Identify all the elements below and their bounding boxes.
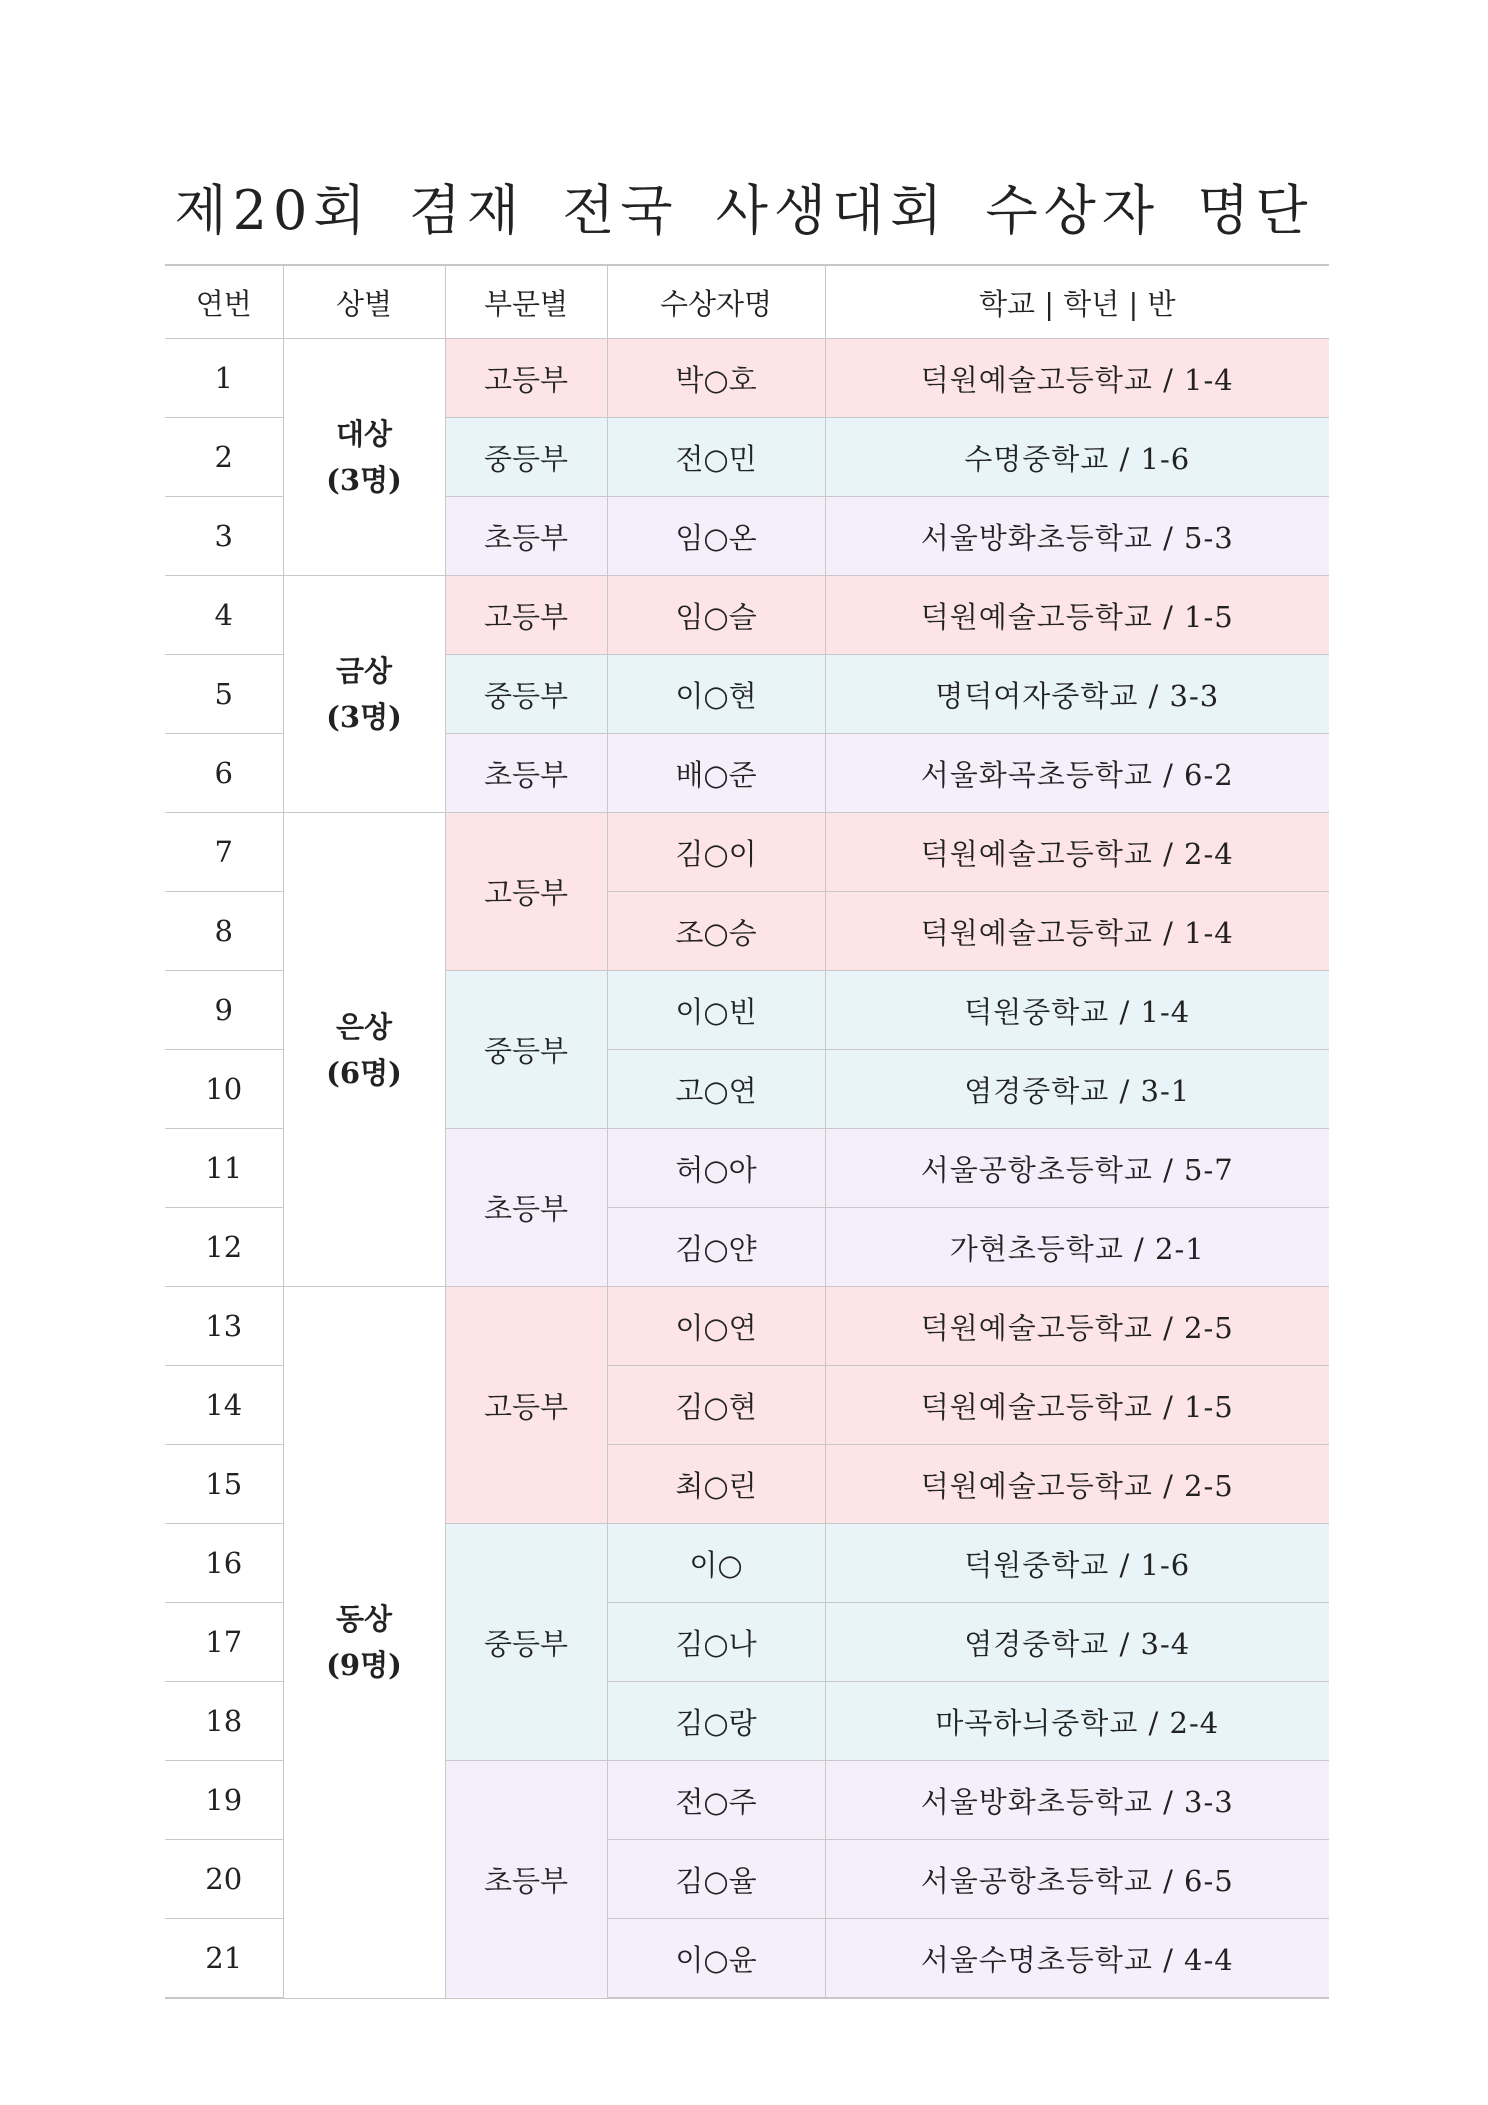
school-info: 서울수명초등학교 / 4-4 xyxy=(825,1919,1329,1999)
school-info: 덕원중학교 / 1-4 xyxy=(825,971,1329,1050)
division-cell: 초등부 xyxy=(445,1761,607,1999)
school-info: 덕원예술고등학교 / 1-5 xyxy=(825,576,1329,655)
division-cell: 중등부 xyxy=(445,655,607,734)
winner-name: 고○연 xyxy=(607,1050,825,1129)
winner-name: 최○린 xyxy=(607,1445,825,1524)
school-info: 서울방화초등학교 / 5-3 xyxy=(825,497,1329,576)
row-no: 8 xyxy=(165,892,283,971)
table-row xyxy=(165,813,1329,892)
division-cell: 초등부 xyxy=(445,1129,607,1287)
award-label: 대상 xyxy=(335,417,393,451)
division-cell: 초등부 xyxy=(445,734,607,813)
award-label: 동상 xyxy=(335,1602,393,1637)
winner-name: 김○율 xyxy=(607,1840,825,1919)
school-info: 덕원예술고등학교 / 2-5 xyxy=(825,1445,1329,1524)
row-no: 21 xyxy=(165,1919,283,1999)
header-award: 상별 xyxy=(283,265,445,339)
division-cell: 중등부 xyxy=(445,418,607,497)
winner-name: 조○승 xyxy=(607,892,825,971)
header-name: 수상자명 xyxy=(607,265,825,339)
winner-name: 임○슬 xyxy=(607,576,825,655)
winner-name: 이○빈 xyxy=(607,971,825,1050)
award-cell xyxy=(283,576,445,813)
row-no: 6 xyxy=(165,734,283,813)
division-cell: 중등부 xyxy=(445,971,607,1129)
winner-name: 이○윤 xyxy=(607,1919,825,1999)
row-no: 4 xyxy=(165,576,283,655)
winner-name: 허○아 xyxy=(607,1129,825,1208)
school-info: 마곡하늬중학교 / 2-4 xyxy=(825,1682,1329,1761)
row-no: 10 xyxy=(165,1050,283,1129)
row-no: 17 xyxy=(165,1603,283,1682)
division-cell: 초등부 xyxy=(445,497,607,576)
header-school: 학교 | 학년 | 반 xyxy=(825,265,1329,339)
award-count: (9명) xyxy=(326,1648,402,1683)
winner-name: 전○주 xyxy=(607,1761,825,1840)
division-cell: 고등부 xyxy=(445,339,607,418)
row-no: 5 xyxy=(165,655,283,734)
table-row xyxy=(165,1287,1329,1366)
division-cell: 고등부 xyxy=(445,813,607,971)
row-no: 1 xyxy=(165,339,283,418)
winner-name: 김○랑 xyxy=(607,1682,825,1761)
row-no: 12 xyxy=(165,1208,283,1287)
header-division: 부문별 xyxy=(445,265,607,339)
winner-name: 이○연 xyxy=(607,1287,825,1366)
school-info: 염경중학교 / 3-4 xyxy=(825,1603,1329,1682)
row-no: 7 xyxy=(165,813,283,892)
row-no: 2 xyxy=(165,418,283,497)
row-no: 19 xyxy=(165,1761,283,1840)
winner-name: 김○이 xyxy=(607,813,825,892)
row-no: 13 xyxy=(165,1287,283,1366)
award-count: (3명) xyxy=(326,463,402,497)
school-info: 염경중학교 / 3-1 xyxy=(825,1050,1329,1129)
school-info: 덕원예술고등학교 / 1-5 xyxy=(825,1366,1329,1445)
winner-name: 김○현 xyxy=(607,1366,825,1445)
row-no: 9 xyxy=(165,971,283,1050)
division-cell: 중등부 xyxy=(445,1524,607,1761)
row-no: 16 xyxy=(165,1524,283,1603)
table-header-row xyxy=(165,265,1329,339)
table-row xyxy=(165,339,1329,418)
row-no: 15 xyxy=(165,1445,283,1524)
school-info: 덕원예술고등학교 / 2-5 xyxy=(825,1287,1329,1366)
award-cell xyxy=(283,339,445,576)
school-info: 덕원중학교 / 1-6 xyxy=(825,1524,1329,1603)
winner-name: 김○나 xyxy=(607,1603,825,1682)
award-cell xyxy=(283,813,445,1287)
school-info: 서울공항초등학교 / 5-7 xyxy=(825,1129,1329,1208)
award-count: (6명) xyxy=(326,1055,402,1090)
winners-table xyxy=(165,264,1329,1999)
school-info: 서울화곡초등학교 / 6-2 xyxy=(825,734,1329,813)
school-info: 덕원예술고등학교 / 1-4 xyxy=(825,339,1329,418)
row-no: 20 xyxy=(165,1840,283,1919)
header-no: 연번 xyxy=(165,265,283,339)
winner-name: 김○얀 xyxy=(607,1208,825,1287)
school-info: 서울공항초등학교 / 6-5 xyxy=(825,1840,1329,1919)
school-info: 덕원예술고등학교 / 2-4 xyxy=(825,813,1329,892)
winner-name: 임○온 xyxy=(607,497,825,576)
winner-name: 전○민 xyxy=(607,418,825,497)
winner-name: 박○호 xyxy=(607,339,825,418)
school-info: 서울방화초등학교 / 3-3 xyxy=(825,1761,1329,1840)
school-info: 가현초등학교 / 2-1 xyxy=(825,1208,1329,1287)
award-cell xyxy=(283,1287,445,1999)
award-label: 금상 xyxy=(335,654,393,688)
row-no: 18 xyxy=(165,1682,283,1761)
row-no: 11 xyxy=(165,1129,283,1208)
award-count: (3명) xyxy=(326,700,402,734)
winner-name: 이○현 xyxy=(607,655,825,734)
page-title: 제20회 겸재 전국 사생대회 수상자 명단 xyxy=(174,179,1314,242)
row-no: 3 xyxy=(165,497,283,576)
school-info: 수명중학교 / 1-6 xyxy=(825,418,1329,497)
table-row xyxy=(165,576,1329,655)
division-cell: 고등부 xyxy=(445,576,607,655)
school-info: 덕원예술고등학교 / 1-4 xyxy=(825,892,1329,971)
row-no: 14 xyxy=(165,1366,283,1445)
division-cell: 고등부 xyxy=(445,1287,607,1524)
award-label: 은상 xyxy=(335,1009,393,1044)
school-info: 명덕여자중학교 / 3-3 xyxy=(825,655,1329,734)
winner-name: 이○ xyxy=(607,1524,825,1603)
winner-name: 배○준 xyxy=(607,734,825,813)
